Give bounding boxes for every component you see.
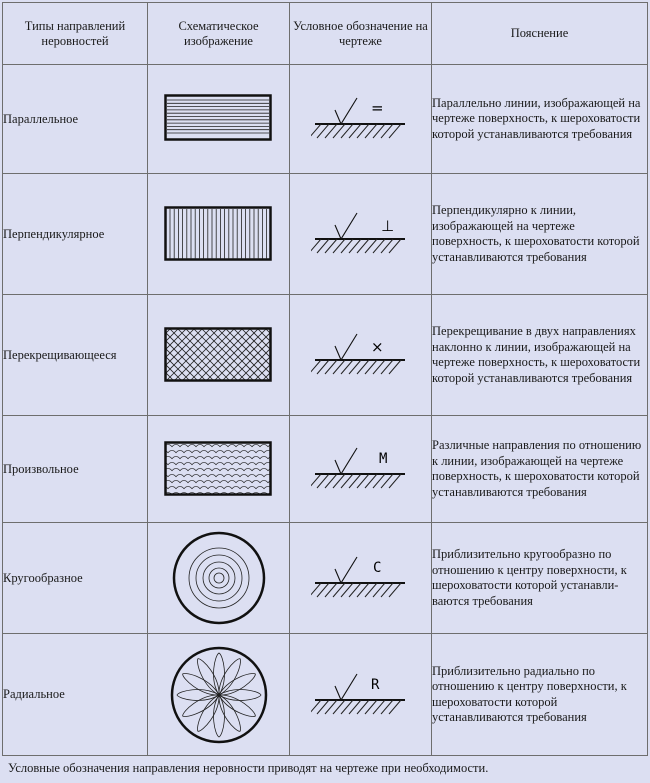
roughness-table (2, 2, 648, 756)
image-cell (148, 634, 290, 756)
header-symbol: Условное обозначение на чертеже (290, 3, 432, 65)
image-cell (148, 523, 290, 634)
header-row (3, 3, 648, 65)
table-row (3, 174, 648, 295)
type-cell: Произвольное (3, 416, 148, 523)
roughness-symbol (311, 332, 411, 378)
crosshatch-image (164, 327, 274, 383)
header-explanation: Пояснение (432, 3, 648, 65)
type-cell: Перекрещивающееся (3, 295, 148, 416)
header-type: Типы направлений неровностей (3, 3, 148, 65)
explanation-cell: Приблизительно кругообразно по отношению к центру поверхности, к шероховатости которой устанавли-ваются требования (432, 523, 648, 634)
symbol-cell (290, 174, 432, 295)
symbol-label: = (370, 99, 384, 117)
parallel-hatch-image (164, 94, 274, 144)
perpendicular-hatch-image (164, 206, 274, 262)
table-row (3, 416, 648, 523)
type-cell: Перпендикулярное (3, 174, 148, 295)
table-row (3, 65, 648, 174)
symbol-cell (290, 295, 432, 416)
scale-pattern-image (164, 441, 274, 497)
symbol-label: R (370, 676, 379, 693)
type-cell: Радиальное (3, 634, 148, 756)
header-image: Схематическое изображение (148, 3, 290, 65)
roughness-symbol (311, 211, 411, 257)
symbol-cell (290, 416, 432, 523)
roughness-symbol (311, 672, 411, 718)
explanation-cell: Перпендикулярно к линии, изображающей на чертеже поверхность, к шероховатости которой устанавливаются требования (432, 174, 648, 295)
footer-note: Условные обозначения направления неровности приводят на чертеже при необходимости. (8, 761, 489, 775)
roughness-symbol (311, 555, 411, 601)
image-cell (148, 416, 290, 523)
roughness-symbol (311, 446, 411, 492)
image-cell (148, 295, 290, 416)
table-row (3, 295, 648, 416)
type-cell: Кругообразное (3, 523, 148, 634)
symbol-label: M (378, 451, 387, 467)
explanation-cell: Приблизительно радиально по отношению к центру поверхности, к шероховатости которой устанавливаются требования (432, 634, 648, 756)
explanation-cell: Перекрещивание в двух направлениях наклонно к линии, изображающей на чертеже поверхность, к шероховатости которой устанавливаются требования (432, 295, 648, 416)
symbol-cell (290, 523, 432, 634)
image-cell (148, 174, 290, 295)
symbol-cell (290, 65, 432, 174)
radial-petals-image (169, 645, 269, 745)
explanation-cell: Различные направления по отношению к линии, изображающей на чертеже поверхность, к шероховатости которой устанавливаются требования (432, 416, 648, 523)
concentric-circles-image (171, 530, 267, 626)
symbol-label: ⊥ (380, 217, 394, 235)
type-cell: Параллельное (3, 65, 148, 174)
roughness-symbol (311, 96, 411, 142)
explanation-cell: Параллельно линии, изображающей на чертеже поверхность, к шероховатости которой устанавливаются требования (432, 65, 648, 174)
image-cell (148, 65, 290, 174)
symbol-cell (290, 634, 432, 756)
symbol-label: × (370, 338, 384, 356)
table-row (3, 634, 648, 756)
table-row (3, 523, 648, 634)
symbol-label: C (372, 560, 381, 576)
